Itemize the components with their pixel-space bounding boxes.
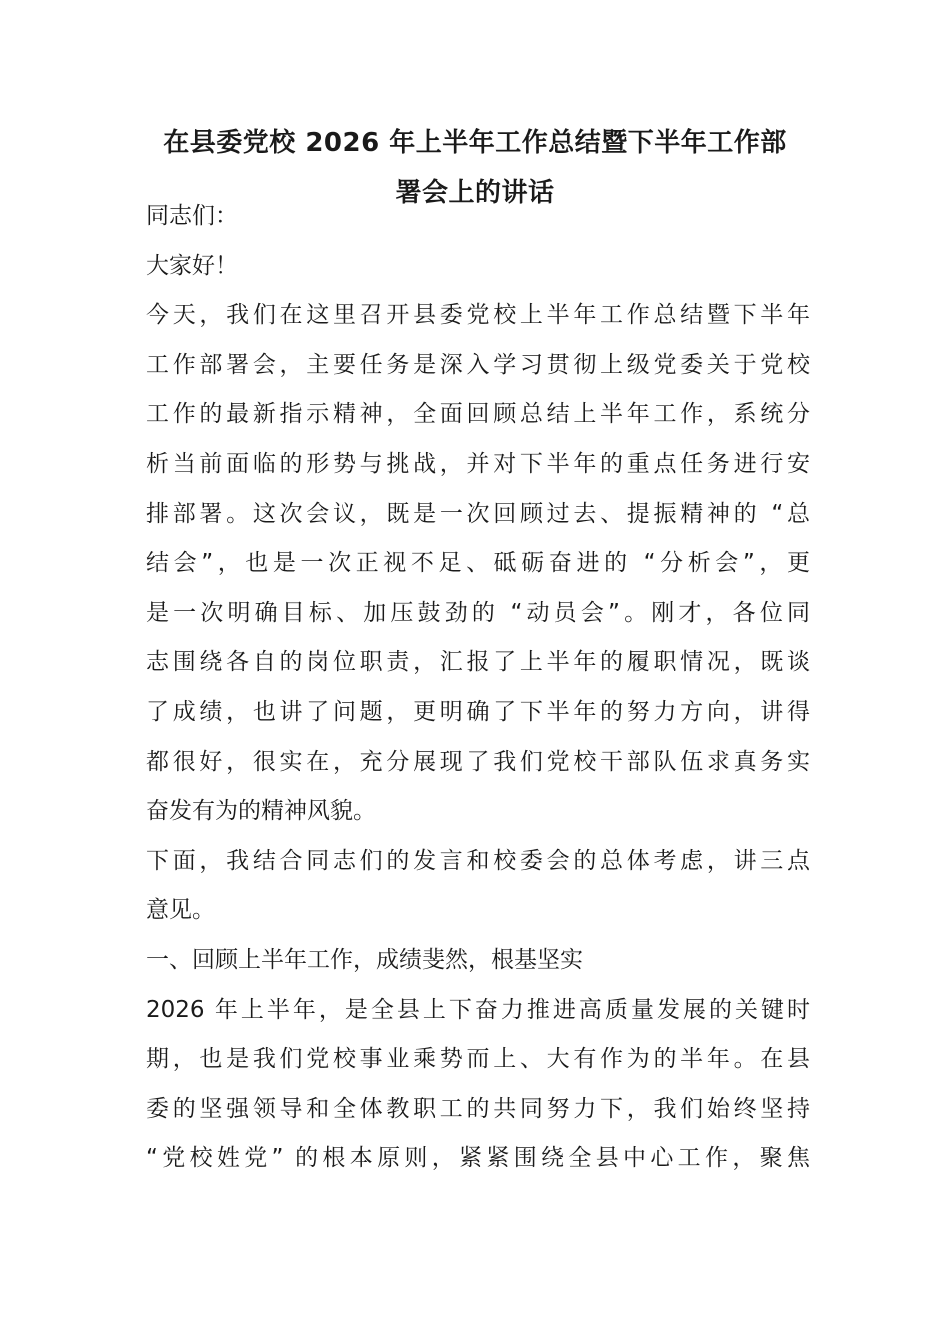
body-line: 工作的最新指示精神，全面回顾总结上半年工作，系统分 — [146, 401, 810, 428]
body-line: 析当前面临的形势与挑战，并对下半年的重点任务进行安 — [146, 450, 810, 477]
body-line: 是一次明确目标、加压鼓劲的 “动员会”。刚才，各位同 — [146, 599, 810, 626]
body-line: 工作部署会，主要任务是深入学习贯彻上级党委关于党校 — [146, 351, 810, 378]
document-body — [146, 192, 810, 1184]
title-line-1: 在县委党校 2026 年上半年工作总结暨下半年工作部 — [163, 128, 787, 158]
body-line: 同志们： — [146, 203, 238, 229]
body-line: 意见。 — [146, 897, 215, 924]
body-line: “党校姓党” 的根本原则，紧紧围绕全县中心工作，聚焦 — [146, 1145, 810, 1172]
body-line: 结会”，也是一次正视不足、砥砺奋进的 “分析会”，更 — [146, 550, 810, 577]
body-line: 都很好，很实在，充分展现了我们党校干部队伍求真务实 — [146, 748, 810, 775]
body-line: 今天，我们在这里召开县委党校上半年工作总结暨下半年 — [146, 302, 810, 329]
body-line: 排部署。这次会议，既是一次回顾过去、提振精神的 “总 — [146, 500, 810, 527]
body-line: 下面，我结合同志们的发言和校委会的总体考虑，讲三点 — [146, 847, 810, 874]
body-line: 了成绩，也讲了问题，更明确了下半年的努力方向，讲得 — [146, 698, 810, 725]
title-line-2: 署会上的讲话 — [395, 178, 555, 208]
body-line: 大家好！ — [146, 252, 238, 279]
body-line: 奋发有为的精神风貌。 — [146, 798, 376, 825]
body-line: 一、回顾上半年工作，成绩斐然，根基坚实 — [146, 946, 583, 973]
body-line: 志围绕各自的岗位职责，汇报了上半年的履职情况，既谈 — [146, 649, 810, 676]
body-line: 期，也是我们党校事业乘势而上、大有作为的半年。在县 — [146, 1046, 810, 1073]
body-line: 2026 年上半年，是全县上下奋力推进高质量发展的关键时 — [146, 996, 810, 1023]
body-line: 委的坚强领导和全体教职工的共同努力下，我们始终坚持 — [146, 1095, 810, 1122]
